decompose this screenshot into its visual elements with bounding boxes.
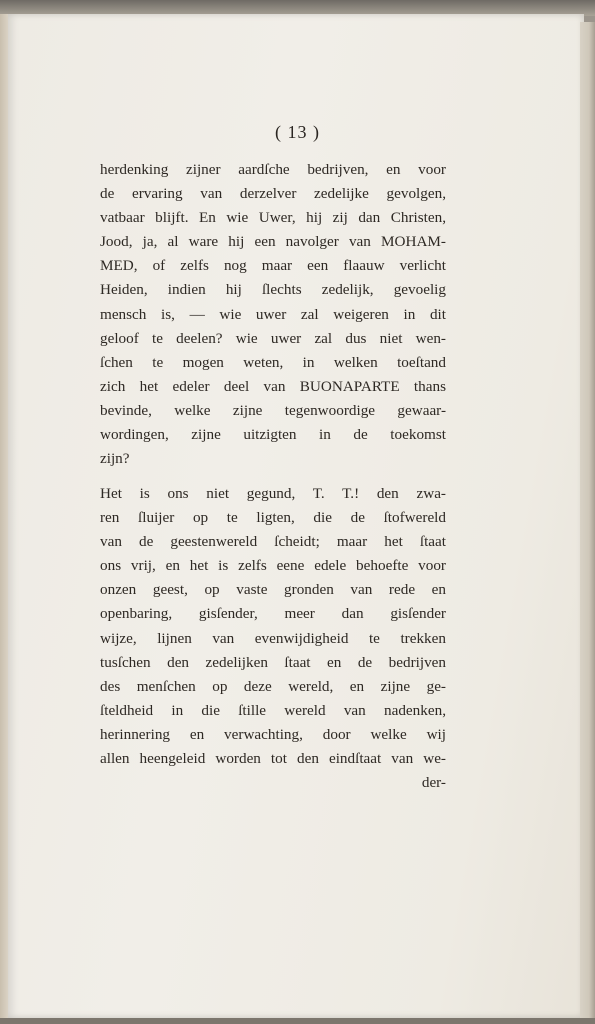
paragraph-2 (100, 482, 446, 795)
text-line: Jood, ja, al ware hij een navolger van MOHAM- (100, 233, 446, 251)
text-line: bevinde, welke zijne tegenwoordige gewaar- (100, 401, 446, 419)
catchword: der- (421, 774, 446, 792)
text-line: ſteldheid in die ſtille wereld van nadenken, (100, 701, 446, 719)
paragraph-1 (100, 158, 446, 471)
text-line: openbaring, gisſender, meer dan gisſender (100, 605, 446, 623)
text-line: wijze, lijnen van evenwijdigheid te trekken (100, 629, 446, 647)
text-line: onzen geest, op vaste gronden van rede en (100, 581, 446, 599)
text-line: geloof te deelen? wie uwer zal dus niet wen- (100, 329, 446, 347)
text-line: herdenking zijner aardſche bedrijven, en voor (100, 161, 446, 178)
text-line: ons vrij, en het is zelfs eene edele behoefte voor (100, 557, 446, 575)
text-line: zijn? (100, 450, 130, 468)
text-line: tusſchen den zedelijken ſtaat en de bedrijven (100, 653, 446, 671)
text-line: MED, of zelfs nog maar een flaauw verlicht (100, 257, 446, 275)
text-line: wordingen, zijne uitzigten in de toekomst (100, 426, 446, 444)
text-line: allen heengeleid worden tot den eindſtaat van we- (100, 750, 446, 768)
text-line: zich het edeler deel van BUONAPARTE thans (100, 377, 446, 395)
bottom-shadow (0, 1018, 595, 1024)
text-line: mensch is, — wie uwer zal weigeren in dit (100, 305, 446, 323)
text-line: vatbaar blijft. En wie Uwer, hij zij dan Christen, (100, 209, 446, 227)
text-line: Het is ons niet gegund, T. T.! den zwa- (100, 485, 446, 502)
text-line: Heiden, indien hij ſlechts zedelijk, gevoelig (100, 281, 446, 299)
text-line: de ervaring van derzelver zedelijke gevolgen, (100, 185, 446, 203)
page-edge (580, 22, 595, 1022)
page-number: ( 13 ) (275, 122, 320, 142)
text-line: ſchen te mogen weten, in welken toeſtand (100, 353, 446, 371)
text-line: des menſchen op deze wereld, en zijne ge- (100, 677, 446, 695)
text-line: van de geestenwereld ſcheidt; maar het ſtaat (100, 533, 446, 551)
text-line: ren ſluijer op te ligten, die de ſtofwereld (100, 509, 446, 527)
text-line: herinnering en verwachting, door welke wij (100, 725, 446, 743)
